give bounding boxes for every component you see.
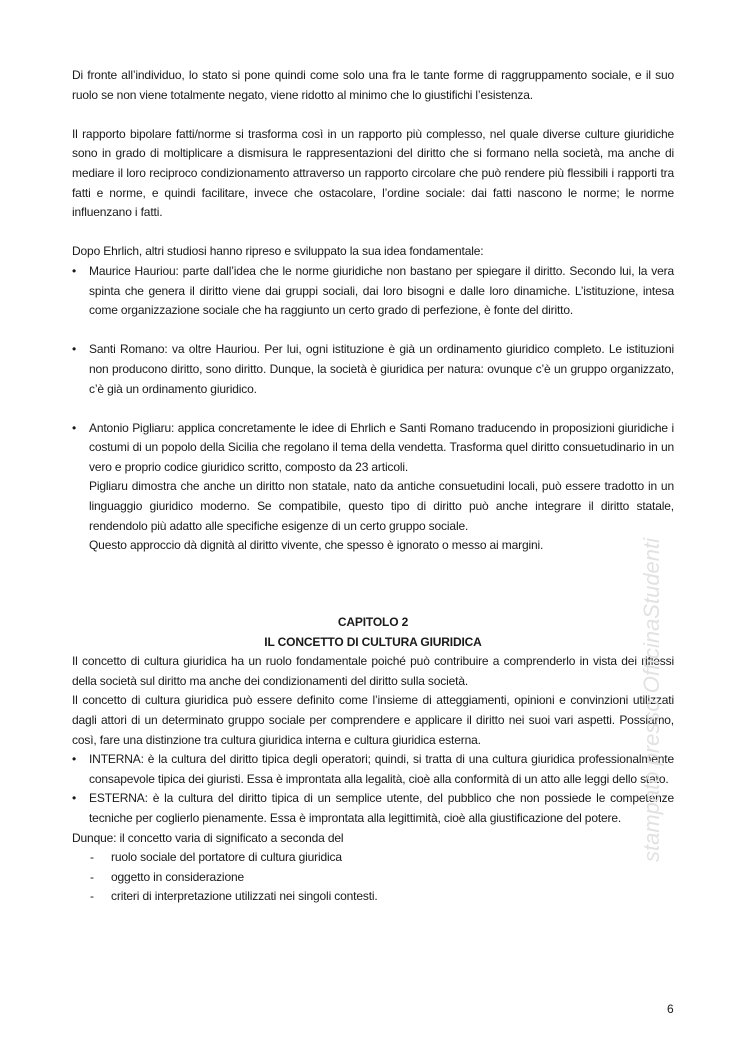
dash-icon: - [90, 889, 94, 904]
paragraph: Il concetto di cultura giuridica può essere definito come l’insieme di atteggiamenti, opinioni e convinzioni utilizzati dagli attori di un determinato gruppo sociale per comprendere e applicare il diritto nei suoi vari aspetti. Possiamo, così, fare una distinzione tra cultura giuridica interna e cultura giuridica esterna. [72, 693, 674, 747]
chapter-section [72, 613, 674, 907]
bullet-icon: • [72, 752, 77, 767]
list-item [72, 262, 674, 321]
list-item-continuation: Pigliaru dimostra che anche un diritto non statale, nato da antiche consuetudini locali, può essere tradotto in un linguaggio giuridico moderno. Se compatibile, questo tipo di diritto può anche integrare il diritto statale, rendendolo più adatto alle specifiche esigenze di un certo gruppo sociale. [89, 479, 674, 533]
watermark: stampato presso OfficinaStudenti [639, 537, 664, 863]
chapter-title: IL CONCETTO DI CULTURA GIURIDICA [264, 634, 482, 649]
list-item-text: INTERNA: è la cultura del diritto tipica degli operatori; quindi, si tratta di una cultura giuridica professionalmente consapevole tipica dei giuristi. Essa è improntata alla legalità, cioè alla conformità di un atto alle leggi dello stato. [89, 752, 674, 786]
chapter-number: CAPITOLO 2 [337, 615, 409, 629]
paragraph: Di fronte all’individuo, lo stato si pone quindi come solo una fra le tante forme di raggruppamento sociale, e il suo ruolo se non viene totalmente negato, viene ridotto al minimo che lo giustifichi l’esistenza. [72, 68, 674, 102]
list-item-text: Maurice Hauriou: parte dall’idea che le norme giuridiche non bastano per spiegare il diritto. Secondo lui, la vera spinta che genera il diritto viene dai gruppi sociali, dai loro bisogni e dalle loro dinamiche. L’istituzione, intesa come organizzazione sociale che ha raggiunto un certo grado di perfezione, è fonte del diritto. [89, 263, 674, 318]
dash-icon: - [90, 869, 94, 884]
list-item [72, 419, 674, 556]
dash-item-text: oggetto in considerazione [111, 869, 245, 884]
bullet-icon: • [72, 263, 77, 278]
list-item-text: ESTERNA: è la cultura del diritto tipica di un semplice utente, del pubblico che non possiede le competenze tecniche per coglierlo pienamente. Essa è improntata alla legittimità, cioè alla giustificazione del potere. [89, 791, 674, 825]
dash-item-text: ruolo sociale del portatore di cultura giuridica [111, 850, 342, 865]
dash-item-text: criteri di interpretazione utilizzati nei singoli contesti. [111, 889, 378, 904]
paragraph: Dopo Ehrlich, altri studiosi hanno ripreso e sviluppato la sua idea fondamentale: [72, 244, 484, 259]
page-number: 6 [667, 1002, 674, 1016]
dash-item [72, 848, 674, 868]
bullet-icon: • [72, 420, 77, 435]
paragraph: Il rapporto bipolare fatti/norme si trasforma così in un rapporto più complesso, nel quale diverse culture giuridiche sono in grado di moltiplicare a dismisura le rappresentazioni del diritto che si formano nella società, ma anche di mediare il loro reciproco condizionamento attraverso un rapporto circolare che può rendere più flessibili i rapporti tra fatti e norme, e quindi facilitare, invece che ostacolare, l’ordine sociale: dai fatti nascono le norme; le norme influenzano i fatti. [72, 126, 674, 220]
dash-item [72, 887, 674, 907]
list-item [72, 750, 674, 789]
dash-item [72, 868, 674, 888]
list-item-text: Santi Romano: va oltre Hauriou. Per lui, ogni istituzione è già un ordinamento giuridico completo. Le istituzioni non producono diritto, sono diritto. Dunque, la società è giuridica per natura: ovunque c’è un gruppo organizzato, c’è già un ordinamento giuridico. [89, 342, 674, 396]
list-item [72, 789, 674, 828]
bullet-icon: • [72, 342, 77, 357]
dash-icon: - [90, 850, 94, 865]
paragraph: Dunque: il concetto varia di significato a seconda del [72, 830, 344, 845]
bullet-icon: • [72, 791, 77, 806]
list-item-continuation: Questo approccio dà dignità al diritto vivente, che spesso è ignorato o messo ai margini. [89, 538, 544, 553]
list-item [72, 340, 674, 399]
body-section-1 [72, 66, 674, 556]
list-item-text: Antonio Pigliaru: applica concretamente le idee di Ehrlich e Santi Romano traducendo in proposizioni giuridiche i costumi di un popolo della Sicilia che regolano il tema della vendetta. Trasforma quel diritto consuetudinario in un vero e proprio codice giuridico scritto, composto da 23 articoli. [89, 420, 674, 474]
paragraph: Il concetto di cultura giuridica ha un ruolo fondamentale poiché può contribuire a comprenderlo in vista dei riflessi della società sul diritto ma anche dei condizionamenti del diritto sulla società. [72, 654, 674, 688]
